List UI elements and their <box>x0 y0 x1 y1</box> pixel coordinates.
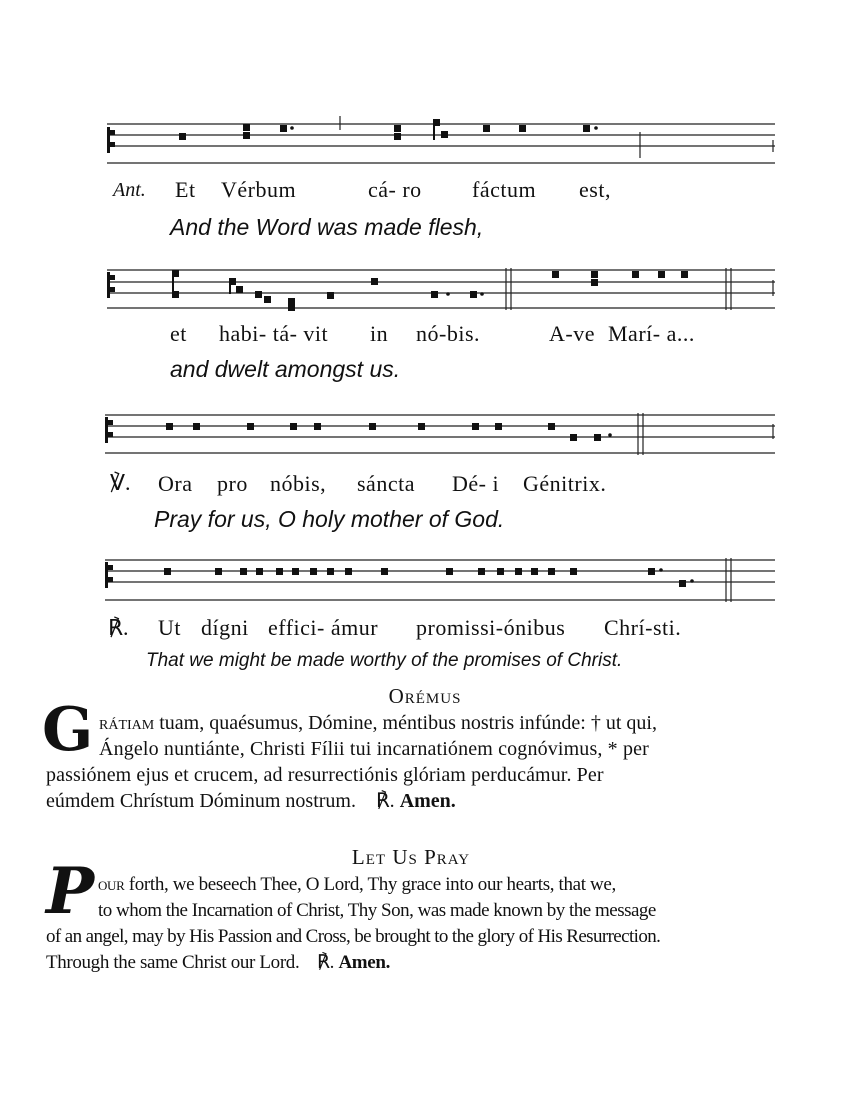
prayer-text: Ángelo nuntiánte, Christi Fílii tui incarnatiónem cognóvimus, * per <box>99 738 649 760</box>
english-translation-4: That we might be made worthy of the promises of Christ. <box>146 650 623 671</box>
let-us-pray-heading: Let Us Pray <box>351 845 471 869</box>
lyric-syllable: Marí- a... <box>608 321 695 346</box>
response-symbol: ℟. <box>108 615 129 640</box>
let-us-pray-dropcap: P <box>46 854 95 929</box>
lyric-syllable: nó-bis. <box>416 321 480 346</box>
lyric-syllable: A-ve <box>549 321 595 346</box>
chant-staff-2 <box>0 258 850 320</box>
prayer-text: Through the same Christ our Lord. <box>46 952 300 973</box>
chant-staff-3 <box>0 405 850 463</box>
prayer-text: tuam, quaésumus, Dómine, méntibus nostris infúnde: † ut qui, <box>154 712 657 734</box>
amen-response: Amen. <box>399 790 456 812</box>
lyric-syllable: Ut <box>158 615 181 640</box>
oremus-heading: Orémus <box>388 684 462 708</box>
lyric-syllable: promissi-ónibus <box>416 615 566 640</box>
lyric-syllable: in <box>370 321 389 346</box>
lyric-syllable: cá- ro <box>368 177 422 202</box>
english-translation-3: Pray for us, O holy mother of God. <box>154 506 505 532</box>
versicle-symbol: ℣. <box>110 470 131 495</box>
lyric-syllable: effici- ámur <box>268 615 379 640</box>
lyric-syllable: et <box>170 321 187 346</box>
prayer-text: eúmdem Chrístum Dóminum nostrum. <box>46 790 356 812</box>
english-translation-2: and dwelt amongst us. <box>170 356 401 382</box>
oremus-first-word: rátiam <box>99 712 155 734</box>
amen-response: Amen. <box>338 952 390 973</box>
response-symbol: ℟. <box>316 952 335 973</box>
lyric-syllable: sáncta <box>357 471 415 496</box>
lyric-syllable: nóbis, <box>270 471 327 496</box>
oremus-dropcap: G <box>42 695 94 765</box>
let-us-pray-first-word: our <box>98 874 125 895</box>
lyric-syllable: dígni <box>201 615 249 640</box>
lyric-syllable: Génitrix. <box>523 471 607 496</box>
chant-staff-1 <box>0 110 850 170</box>
lyric-syllable: Ora <box>158 471 193 496</box>
lyric-syllable: Chrí-sti. <box>604 615 682 640</box>
lyric-syllable: Vérbum <box>221 177 297 202</box>
lyric-syllable: pro <box>217 471 248 496</box>
chant-staff-4 <box>0 550 850 608</box>
lyric-syllable: Dé- i <box>452 471 500 496</box>
lyric-syllable: Et <box>175 177 196 202</box>
prayer-text: of an angel, may by His Passion and Cross, be brought to the glory of His Resurrection. <box>46 926 661 947</box>
let-us-pray-prayer <box>46 872 780 976</box>
prayer-text: forth, we beseech Thee, O Lord, Thy grace into our hearts, that we, <box>124 874 616 895</box>
antiphon-label: Ant. <box>113 179 146 201</box>
response-symbol: ℟. <box>376 790 395 812</box>
prayer-text: passiónem ejus et crucem, ad resurrectiónis glóriam perducámur. Per <box>46 764 604 786</box>
lyric-syllable: fáctum <box>472 177 537 202</box>
lyric-syllable: habi- tá- vit <box>219 321 329 346</box>
oremus-prayer <box>46 710 778 814</box>
prayer-text: to whom the Incarnation of Christ, Thy Son, was made known by the message <box>98 900 656 921</box>
lyric-syllable: est, <box>579 177 611 202</box>
english-translation-1: And the Word was made flesh, <box>170 214 484 240</box>
